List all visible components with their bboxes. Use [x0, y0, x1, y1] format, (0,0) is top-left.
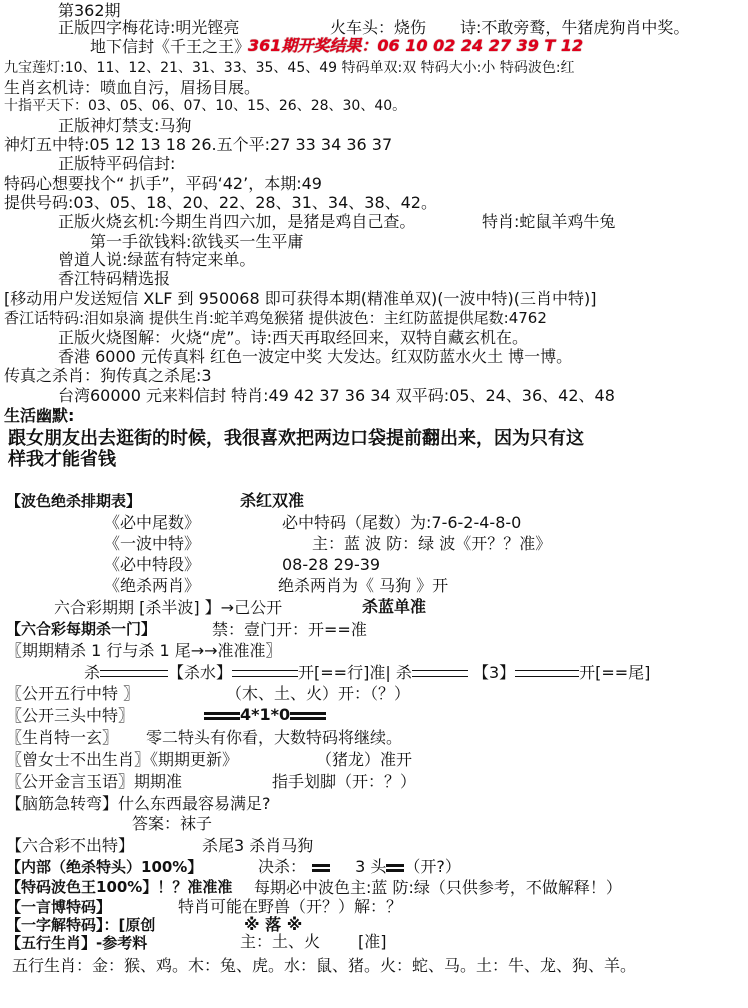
internal-kill-value — [258, 859, 461, 875]
hk-words: 香江话特码:泪如泉滴 提供生肖:蛇羊鸡兔猴猪 提供波色：主红防蓝提供尾数:4762 — [4, 309, 547, 327]
humor-title: 生活幽默: — [4, 406, 75, 425]
separator — [312, 864, 330, 872]
sms-promo: [移动用户发送短信 XLF 到 950068 即可获得本期(精准单双)(一波中特)(三肖中特)] — [4, 289, 597, 308]
provided-numbers: 提供号码:03、05、18、20、22、28、31、34、38、42。 — [4, 193, 437, 212]
kill-two-label: 《绝杀两肖》 — [104, 576, 201, 595]
issue-number: 第362期 — [58, 1, 121, 20]
fax-kill: 传真之杀肖：狗传真之杀尾:3 — [4, 366, 212, 385]
five-zodiac-title: 【五行生肖】-参考料 — [6, 934, 148, 952]
kill-char-2: 杀 — [395, 663, 412, 682]
ten-fingers: 十指平天下：03、05、06、07、10、15、26、28、30、40。 — [4, 98, 407, 114]
one-char-value: ※ 落 ※ — [244, 915, 303, 934]
separator — [412, 670, 468, 677]
golden-words-value: 指手划脚（开：？） — [272, 772, 417, 791]
segment-value: 08-28 29-39 — [282, 555, 381, 574]
kill-char-1: 杀 — [84, 663, 101, 682]
three-heads-title: 〖公开三头中特〗 — [6, 706, 135, 725]
separator — [232, 670, 298, 677]
wave-king-title: 【特码波色王100%】！？准准准 — [6, 878, 233, 896]
open-tail: 开[==尾] — [579, 663, 651, 682]
taoist-says: 曾道人说:绿蓝有特定来单。 — [58, 250, 256, 269]
half-wave: 六合彩期期 [杀半波] 】→己公开 — [54, 598, 283, 617]
kill-blue: 杀蓝单准 — [362, 597, 427, 616]
fire-diagram: 正版火烧图解：火烧“虎”。诗:西天再取经回来，双特自藏玄机在。 — [58, 328, 528, 347]
taiwan-envelope: 台湾60000 元来料信封 特肖:49 42 37 36 34 双平码:05、24、36、42、48 — [58, 386, 615, 405]
kill-gate-value: 禁：壹门开：开==准 — [212, 620, 367, 639]
first-hand: 第一手欲钱料:欲钱买一生平庸 — [90, 232, 304, 251]
last-draw-results: 361期开奖结果：06 10 02 24 27 39 T 12 — [248, 36, 584, 55]
kill-gate-title: 【六合彩每期杀一门】 — [6, 620, 157, 638]
humor-text-1: 跟女朋友出去逛街的时候，我很喜欢把两边口袋提前翻出来，因为只有这 — [8, 428, 584, 449]
zodiac-poem: 生肖玄机诗：喷血自污，眉扬目展。 — [4, 78, 261, 97]
separator — [290, 712, 308, 720]
golden-words-title: 〖公开金言玉语〗期期准 — [6, 772, 183, 791]
one-char-title: 【一字解特码】：[原创 — [6, 916, 156, 934]
wave-value: 主：蓝 波 防：绿 波《开？？准》 — [312, 534, 552, 553]
kill-schedule-title: 【波色绝杀排期表】 — [6, 492, 142, 510]
kill-water: 【杀水】 — [168, 663, 233, 682]
separator — [204, 712, 222, 720]
humor-text-2: 样我才能省钱 — [8, 449, 116, 470]
riddle: 【脑筋急转弯】什么东西最容易满足? — [6, 794, 271, 813]
lamp-ban: 正版神灯禁支:马狗 — [58, 116, 192, 135]
poem-text: 诗:不敢旁鹜，牛猪虎狗肖中奖。 — [460, 18, 690, 37]
five-zodiac-accurate: [准] — [358, 932, 387, 951]
five-zodiac-list: 五行生肖：金：猴、鸡。木：兔、虎。水：鼠、猪。火：蛇、马。土：牛、龙、狗、羊。 — [12, 956, 637, 975]
no-special-value: 杀尾3 杀肖马狗 — [202, 836, 314, 855]
separator — [386, 864, 404, 872]
envelope-title: 地下信封《千王之王》 — [90, 37, 251, 56]
kill-two-value: 绝杀两肖为《 马狗 》开 — [278, 576, 449, 595]
open-question: （开?） — [404, 857, 461, 876]
separator — [222, 712, 240, 720]
hk-fax: 香港 6000 元传真料 红色一波定中奖 大发达。红双防蓝水火土 博一博。 — [58, 347, 573, 366]
tail-label: 《必中尾数》 — [104, 513, 201, 532]
pickpocket-line: 特码心想要找个“ 扒手”，平码‘42’，本期:49 — [4, 174, 322, 193]
head-count: 3 头 — [355, 857, 387, 876]
train-head: 火车头：烧伤 — [330, 18, 427, 37]
separator — [515, 670, 579, 677]
three-heads-value — [204, 707, 326, 723]
kill-row-title: 〖期期精杀 1 行与杀 1 尾→→准准准〗 — [6, 641, 282, 660]
special-zodiac: 特肖:蛇鼠羊鸡牛兔 — [482, 212, 616, 231]
zodiac-mystery-value: 零二特头有你看，大数特码将继续。 — [146, 728, 403, 747]
hk-selection: 香江特码精选报 — [58, 269, 171, 288]
five-elements-value: （木、土、火）开：（？） — [226, 684, 411, 703]
ms-tsang-title: 〖曾女士不出生肖〗《期期更新》 — [6, 750, 239, 769]
one-word-title: 【一言博特码】 — [6, 898, 112, 916]
wave-king-value: 每期必中波色主:蓝 防:绿（只供参考，不做解释！） — [254, 878, 622, 897]
plum-poem: 正版四字梅花诗:明光铿亮 — [58, 18, 240, 37]
special-envelope: 正版特平码信封: — [58, 154, 176, 173]
riddle-answer: 答案：袜子 — [132, 814, 213, 833]
tail-value: 必中特码（尾数）为:7-6-2-4-8-0 — [282, 513, 522, 532]
no-special-title: 【六合彩不出特】 — [6, 836, 135, 855]
separator — [100, 670, 168, 677]
fire-mystery: 正版火烧玄机:今期生肖四六加，是猪是鸡自己查。 — [58, 212, 416, 231]
kill-label: 决杀： — [258, 857, 307, 876]
kill-red: 杀红双准 — [240, 491, 305, 510]
five-elements-title: 〖公开五行中特 〗 — [6, 684, 140, 703]
kill-three: 【3】 — [472, 663, 516, 682]
lotus-lamp: 九宝莲灯:10、11、12、21、31、33、35、45、49 特码单双:双 特码大小:小 特码波色:红 — [4, 60, 575, 76]
heads-digits: 4*1*0 — [240, 705, 291, 724]
ms-tsang-value: （猪龙）准开 — [316, 750, 413, 769]
internal-kill-title: 【内部（绝杀特头）100%】 — [6, 858, 203, 876]
zodiac-mystery-title: 〖生肖特一玄〗 — [6, 728, 119, 747]
one-word-value: 特肖可能在野兽（开？）解：？ — [178, 897, 403, 916]
separator — [308, 712, 326, 720]
kill-row — [84, 665, 650, 681]
wave-label: 《一波中特》 — [104, 534, 201, 553]
lamp-five: 神灯五中特:05 12 13 18 26.五个平:27 33 34 36 37 — [4, 135, 393, 154]
five-zodiac-main: 主：土、火 — [240, 932, 321, 951]
segment-label: 《必中特段》 — [104, 555, 201, 574]
open-row: 开[==行]准| — [298, 663, 391, 682]
